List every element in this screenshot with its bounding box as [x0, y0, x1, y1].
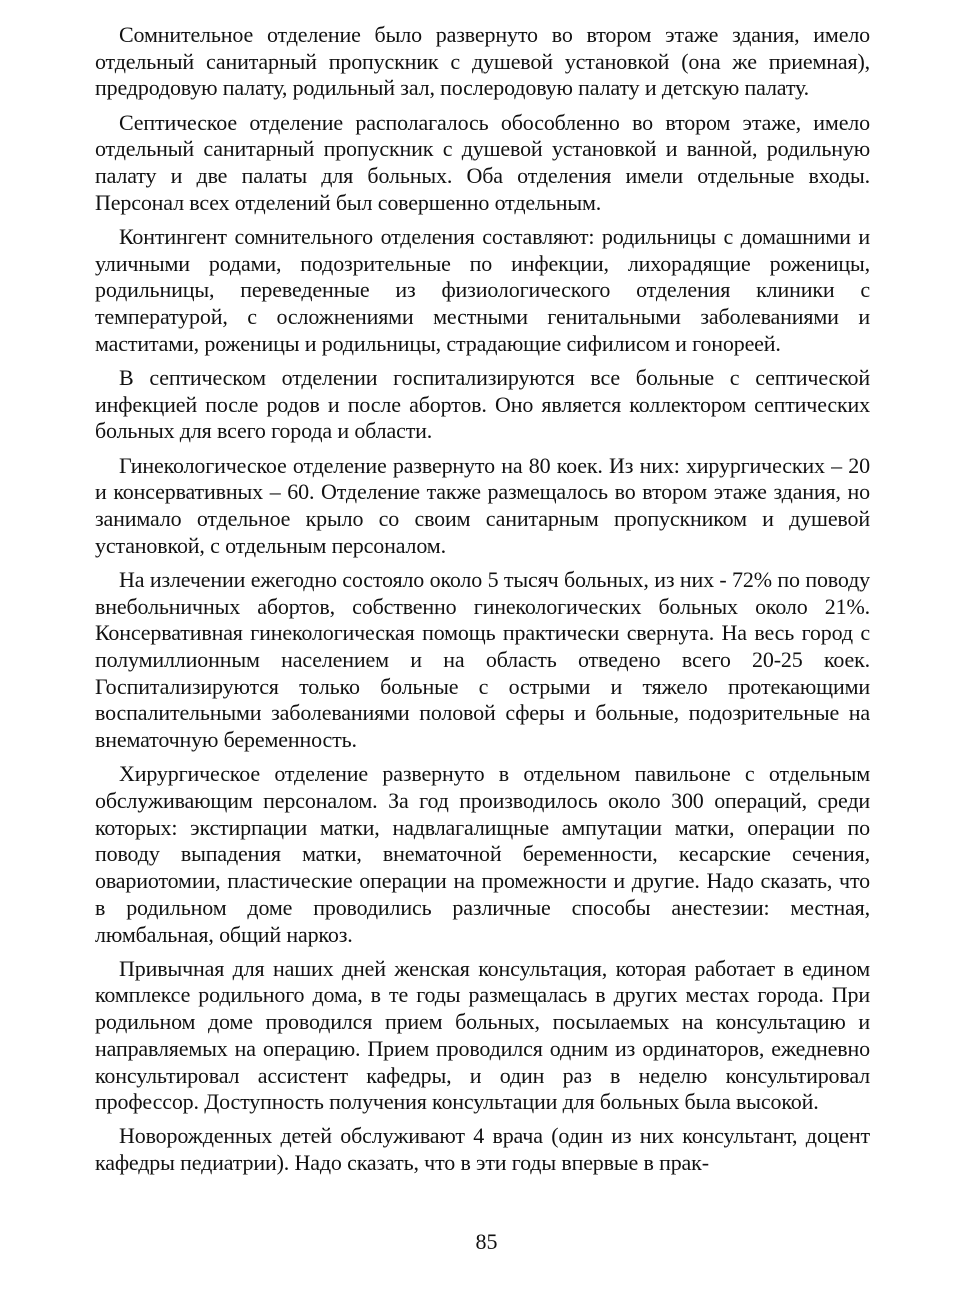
paragraph-doubtful-department: Сомнительное отделение было развернуто во втором этаже здания, имело отдельный санитарный пропускник с душевой установкой (она же приемная), предродовую палату, родильный зал, послеродовую палату и детскую палату. — [95, 22, 870, 101]
paragraph-septic-hospitalization: В септическом отделении госпитализируются все больные с септической инфекцией после родов и после абортов. Оно является коллектором септических больных для всего города и области. — [95, 364, 870, 444]
paragraph-womens-consultation: Привычная для наших дней женская консультация, которая работает в едином комплексе родильного дома, в те годы размещалась в других местах города. При родильном доме проводился прием больных, посылаемых на консультацию и направляемых на операцию. Прием проводился одним из ординаторов, ежедневно консультировал ассистент кафедры, и один раз в неделю консультировал профессор. Доступность получения консультации для больных была высокой. — [95, 955, 870, 1115]
paragraph-doubtful-contingent: Контингент сомнительного отделения составляют: родильницы с домашними и уличными родами, подозрительные по инфекции, лихорадящие роженицы, родильницы, переведенные из физиологического отделения клиники с температурой, с осложнениями местными генитальными заболеваниями и маститами, роженицы и родильницы, страдающие сифилисом и гонореей. — [95, 223, 870, 356]
paragraph-surgical-department: Хирургическое отделение развернуто в отдельном павильоне с отдельным обслуживающим персоналом. За год производилось около 300 операций, среди которых: экстирпации матки, надвлагалищные ампутации матки, операции по поводу выпадения матки, внематочной беременности, кесарские сечения, овариотомии, пластические операции на промежности и другие. Надо сказать, что в родильном доме проводились различные способы анестезии: местная, люмбальная, общий наркоз. — [95, 761, 870, 947]
text-body — [95, 22, 870, 1184]
paragraph-gynecology-department: Гинекологическое отделение развернуто на 80 коек. Из них: хирургических – 20 и консервативных – 60. Отделение также размещалось во втором этаже здания, но занимало отдельное крыло со своим санитарным пропускником и душевой установкой, с отдельным персоналом. — [95, 452, 870, 558]
paragraph-newborn-care: Новорожденных детей обслуживают 4 врача (один из них консультант, доцент кафедры педиатрии). Надо сказать, что в эти годы впервые в прак- — [95, 1123, 870, 1176]
paragraph-septic-department: Септическое отделение располагалось обособленно во втором этаже, имело отдельный санитарный пропускник с душевой установкой и ванной, родильную палату и две палаты для больных. Оба отделения имели отдельные входы. Персонал всех отделений был совершенно отдельным. — [95, 109, 870, 215]
paragraph-annual-patients: На излечении ежегодно состояло около 5 тысяч больных, из них - 72% по поводу внебольничных абортов, собственно гинекологических больных около 21%. Консервативная гинекологическая помощь практически свернута. На весь город с полумиллионным населением и на область отведено всего 20-25 коек. Госпитализируются только больные с острыми и тяжело протекающими воспалительными заболеваниями половой сферы и больные, подозрительные на внематочную беременность. — [95, 566, 870, 753]
page-number: 85 — [475, 1229, 498, 1254]
